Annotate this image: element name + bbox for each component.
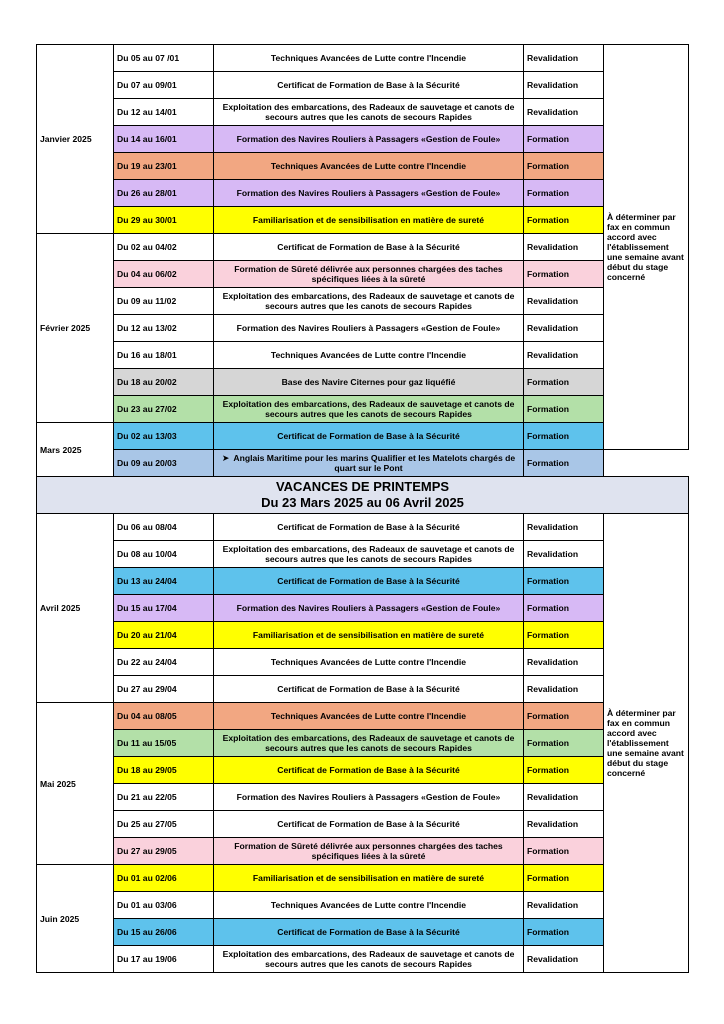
session-type: Formation <box>524 396 604 423</box>
course-title: Certificat de Formation de Base à la Sécurité <box>214 72 524 99</box>
holiday-dates: Du 23 Mars 2025 au 06 Avril 2025 <box>261 495 464 510</box>
course-title: Exploitation des embarcations, des Radeaux de sauvetage et canots de secours autres que les canots de secours Rapides <box>214 730 524 757</box>
month-label-january: Janvier 2025 <box>37 45 114 234</box>
course-title: Techniques Avancées de Lutte contre l'Incendie <box>214 153 524 180</box>
session-type: Revalidation <box>524 892 604 919</box>
scheduling-note: À déterminer par fax en commun accord avec l'établissement une semaine avant début du stage concerné <box>604 45 689 450</box>
session-type: Revalidation <box>524 946 604 973</box>
table-row <box>37 676 689 703</box>
session-type: Revalidation <box>524 342 604 369</box>
course-title: Techniques Avancées de Lutte contre l'Incendie <box>214 703 524 730</box>
session-type: Revalidation <box>524 541 604 568</box>
table-row <box>37 838 689 865</box>
course-title: Certificat de Formation de Base à la Sécurité <box>214 676 524 703</box>
month-label-march: Mars 2025 <box>37 423 114 477</box>
table-row <box>37 153 689 180</box>
session-type: Revalidation <box>524 99 604 126</box>
session-dates: Du 15 au 26/06 <box>114 919 214 946</box>
session-dates: Du 07 au 09/01 <box>114 72 214 99</box>
table-row <box>37 649 689 676</box>
session-dates: Du 20 au 21/04 <box>114 622 214 649</box>
holiday-banner <box>37 477 689 514</box>
session-dates: Du 29 au 30/01 <box>114 207 214 234</box>
table-row <box>37 622 689 649</box>
session-type: Formation <box>524 730 604 757</box>
session-dates: Du 17 au 19/06 <box>114 946 214 973</box>
course-title: Certificat de Formation de Base à la Sécurité <box>214 568 524 595</box>
table-row <box>37 369 689 396</box>
session-type: Revalidation <box>524 784 604 811</box>
session-dates: Du 14 au 16/01 <box>114 126 214 153</box>
course-title: Exploitation des embarcations, des Radeaux de sauvetage et canots de secours autres que les canots de secours Rapides <box>214 288 524 315</box>
table-row <box>37 261 689 288</box>
course-title: Formation des Navires Rouliers à Passagers «Gestion de Foule» <box>214 180 524 207</box>
table-row <box>37 450 689 477</box>
training-schedule-table <box>36 44 689 973</box>
course-title: Formation des Navires Rouliers à Passagers «Gestion de Foule» <box>214 784 524 811</box>
table-row <box>37 730 689 757</box>
session-type: Revalidation <box>524 649 604 676</box>
table-row <box>37 315 689 342</box>
session-type: Formation <box>524 838 604 865</box>
session-dates: Du 08 au 10/04 <box>114 541 214 568</box>
course-title: Exploitation des embarcations, des Radeaux de sauvetage et canots de secours autres que les canots de secours Rapides <box>214 396 524 423</box>
month-label-may: Mai 2025 <box>37 703 114 865</box>
session-dates: Du 12 au 13/02 <box>114 315 214 342</box>
course-title: Exploitation des embarcations, des Radeaux de sauvetage et canots de secours autres que les canots de secours Rapides <box>214 541 524 568</box>
session-type: Revalidation <box>524 676 604 703</box>
course-title: Certificat de Formation de Base à la Sécurité <box>214 919 524 946</box>
table-row <box>37 126 689 153</box>
session-type: Revalidation <box>524 45 604 72</box>
table-row <box>37 423 689 450</box>
table-row <box>37 757 689 784</box>
session-type: Formation <box>524 919 604 946</box>
course-title: Formation des Navires Rouliers à Passagers «Gestion de Foule» <box>214 126 524 153</box>
session-dates: Du 15 au 17/04 <box>114 595 214 622</box>
table-row <box>37 541 689 568</box>
table-row <box>37 919 689 946</box>
session-type: Formation <box>524 423 604 450</box>
session-dates: Du 02 au 13/03 <box>114 423 214 450</box>
arrow-bullet-icon: ➤ <box>221 453 230 463</box>
course-title <box>214 450 524 477</box>
table-row <box>37 703 689 730</box>
course-title: Formation de Sûreté délivrée aux personnes chargées des taches spécifiques liées à la sûreté <box>214 838 524 865</box>
session-type: Formation <box>524 568 604 595</box>
table-row <box>37 892 689 919</box>
session-type: Formation <box>524 595 604 622</box>
table-row <box>37 45 689 72</box>
table-row <box>37 234 689 261</box>
session-dates: Du 01 au 02/06 <box>114 865 214 892</box>
table-row <box>37 946 689 973</box>
course-title: Base des Navire Citernes pour gaz liquéfié <box>214 369 524 396</box>
session-type: Formation <box>524 450 604 477</box>
session-type: Revalidation <box>524 234 604 261</box>
session-dates: Du 21 au 22/05 <box>114 784 214 811</box>
table-row <box>37 342 689 369</box>
table-row <box>37 207 689 234</box>
session-dates: Du 04 au 08/05 <box>114 703 214 730</box>
month-label-june: Juin 2025 <box>37 865 114 973</box>
table-row <box>37 595 689 622</box>
session-dates: Du 25 au 27/05 <box>114 811 214 838</box>
session-dates: Du 26 au 28/01 <box>114 180 214 207</box>
course-title: Certificat de Formation de Base à la Sécurité <box>214 757 524 784</box>
course-title: Certificat de Formation de Base à la Sécurité <box>214 514 524 541</box>
session-dates: Du 23 au 27/02 <box>114 396 214 423</box>
session-dates: Du 27 au 29/04 <box>114 676 214 703</box>
session-type: Formation <box>524 757 604 784</box>
session-dates: Du 16 au 18/01 <box>114 342 214 369</box>
table-row <box>37 811 689 838</box>
session-type: Revalidation <box>524 315 604 342</box>
course-title: Certificat de Formation de Base à la Sécurité <box>214 234 524 261</box>
course-title: Formation de Sûreté délivrée aux personnes chargées des taches spécifiques liées à la sûreté <box>214 261 524 288</box>
session-dates: Du 19 au 23/01 <box>114 153 214 180</box>
session-type: Formation <box>524 703 604 730</box>
session-type: Formation <box>524 865 604 892</box>
session-dates: Du 02 au 04/02 <box>114 234 214 261</box>
course-title-text: Anglais Maritime pour les marins Qualifier et les Matelots chargés de quart sur le Pont <box>233 453 516 473</box>
course-title: Certificat de Formation de Base à la Sécurité <box>214 423 524 450</box>
month-label-april: Avril 2025 <box>37 514 114 703</box>
session-type: Formation <box>524 369 604 396</box>
course-title: Techniques Avancées de Lutte contre l'Incendie <box>214 892 524 919</box>
session-type: Revalidation <box>524 72 604 99</box>
session-type: Formation <box>524 180 604 207</box>
session-type: Formation <box>524 153 604 180</box>
session-type: Revalidation <box>524 514 604 541</box>
session-type: Formation <box>524 261 604 288</box>
session-dates: Du 12 au 14/01 <box>114 99 214 126</box>
table-row <box>37 72 689 99</box>
session-dates: Du 04 au 06/02 <box>114 261 214 288</box>
session-type: Formation <box>524 622 604 649</box>
table-row <box>37 396 689 423</box>
session-dates: Du 01 au 03/06 <box>114 892 214 919</box>
session-dates: Du 13 au 24/04 <box>114 568 214 595</box>
course-title: Formation des Navires Rouliers à Passagers «Gestion de Foule» <box>214 315 524 342</box>
month-label-february: Février 2025 <box>37 234 114 423</box>
table-row <box>37 99 689 126</box>
course-title: Exploitation des embarcations, des Radeaux de sauvetage et canots de secours autres que les canots de secours Rapides <box>214 946 524 973</box>
course-title: Familiarisation et de sensibilisation en matière de sureté <box>214 207 524 234</box>
course-title: Exploitation des embarcations, des Radeaux de sauvetage et canots de secours autres que les canots de secours Rapides <box>214 99 524 126</box>
session-dates: Du 09 au 20/03 <box>114 450 214 477</box>
session-type: Revalidation <box>524 288 604 315</box>
course-title: Techniques Avancées de Lutte contre l'Incendie <box>214 649 524 676</box>
session-dates: Du 22 au 24/04 <box>114 649 214 676</box>
table-row <box>37 784 689 811</box>
table-row <box>37 180 689 207</box>
course-title: Familiarisation et de sensibilisation en matière de sureté <box>214 622 524 649</box>
table-row <box>37 865 689 892</box>
session-type: Formation <box>524 207 604 234</box>
session-dates: Du 18 au 20/02 <box>114 369 214 396</box>
session-dates: Du 11 au 15/05 <box>114 730 214 757</box>
scheduling-note: À déterminer par fax en commun accord avec l'établissement une semaine avant début du stage concerné <box>604 514 689 973</box>
session-dates: Du 27 au 29/05 <box>114 838 214 865</box>
course-title: Techniques Avancées de Lutte contre l'Incendie <box>214 342 524 369</box>
table-row <box>37 568 689 595</box>
table-row <box>37 514 689 541</box>
course-title: Familiarisation et de sensibilisation en matière de sureté <box>214 865 524 892</box>
course-title: Techniques Avancées de Lutte contre l'Incendie <box>214 45 524 72</box>
course-title: Certificat de Formation de Base à la Sécurité <box>214 811 524 838</box>
session-type: Revalidation <box>524 811 604 838</box>
session-dates: Du 06 au 08/04 <box>114 514 214 541</box>
session-dates: Du 18 au 29/05 <box>114 757 214 784</box>
course-title: Formation des Navires Rouliers à Passagers «Gestion de Foule» <box>214 595 524 622</box>
session-dates: Du 05 au 07 /01 <box>114 45 214 72</box>
session-type: Formation <box>524 126 604 153</box>
holiday-title: VACANCES DE PRINTEMPS <box>275 479 450 494</box>
session-dates: Du 09 au 11/02 <box>114 288 214 315</box>
table-row <box>37 288 689 315</box>
